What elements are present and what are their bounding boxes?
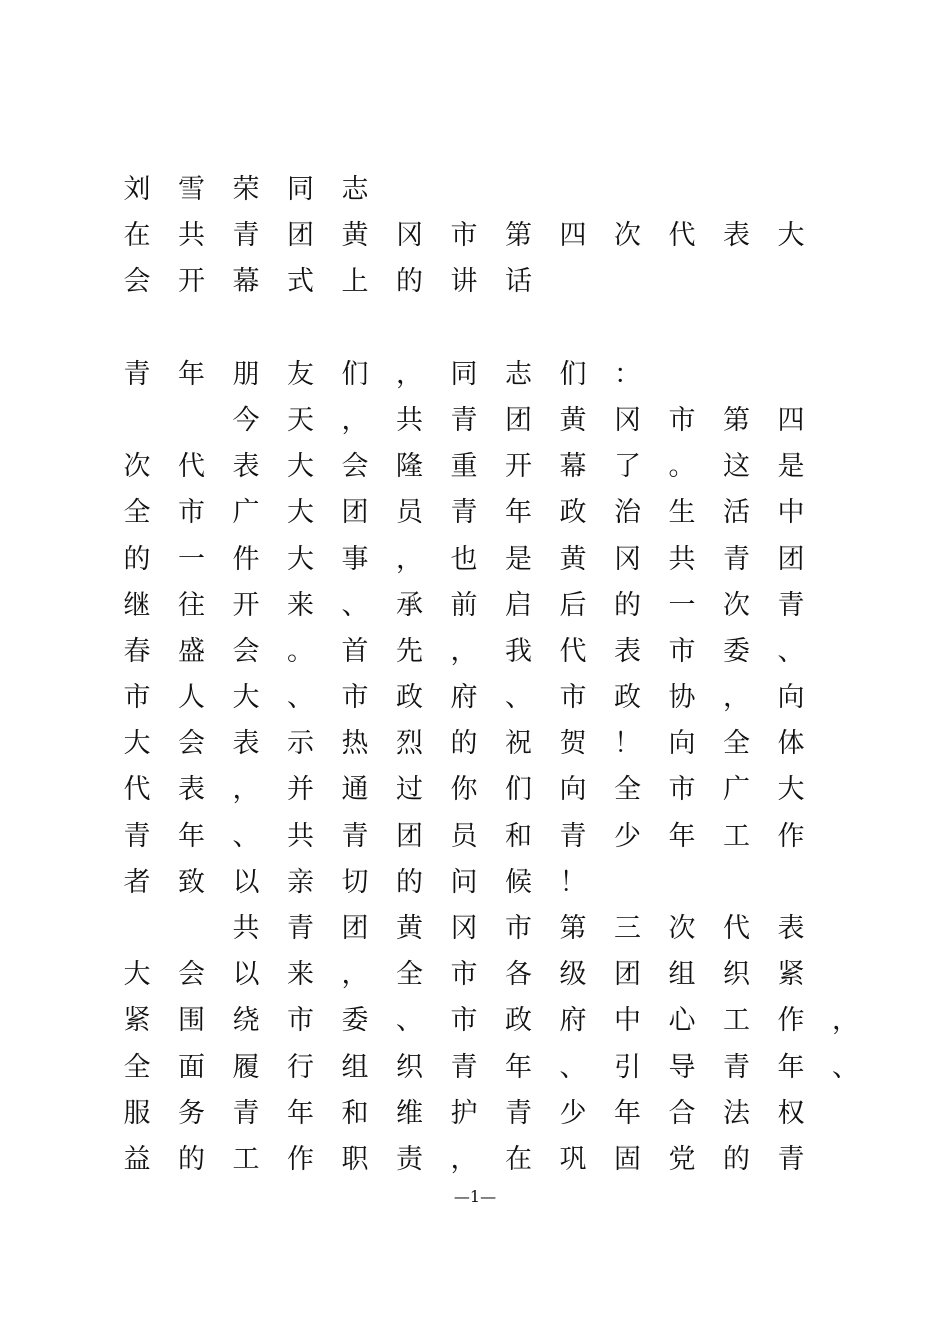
text-line: 刘 雪 荣 同 志 (123, 174, 369, 205)
text-line: 次 代 表 大 会 隆 重 开 幕 了 。 这 是 (123, 451, 805, 483)
page-number: —1— (453, 1187, 497, 1206)
text-line: 紧 围 绕 市 委 、 市 政 府 中 心 工 作 ， (123, 1005, 859, 1037)
text-line: 全 市 广 大 团 员 青 年 政 治 生 活 中 (123, 497, 805, 529)
text-line: 市 人 大 、 市 政 府 、 市 政 协 ， 向 (123, 682, 805, 714)
text-line: 今 天 ， 共 青 团 黄 冈 市 第 四 (232, 404, 805, 436)
text-line: 服 务 青 年 和 维 护 青 少 年 合 法 权 (123, 1097, 805, 1129)
text-line: 大 会 表 示 热 烈 的 祝 贺 ！ 向 全 体 (123, 728, 805, 760)
text-line: 全 面 履 行 组 织 青 年 、 引 导 青 年 、 (123, 1051, 859, 1083)
text-line: 代 表 ， 并 通 过 你 们 向 全 市 广 大 (123, 774, 805, 806)
text-line: 在 共 青 团 黄 冈 市 第 四 次 代 表 大 (123, 220, 805, 252)
text-line: 大 会 以 来 ， 全 市 各 级 团 组 织 紧 (123, 959, 805, 991)
text-line: 者 致 以 亲 切 的 问 候 ！ (123, 866, 587, 898)
blank-line (0, 306, 950, 352)
text-line: 共 青 团 黄 冈 市 第 三 次 代 表 (232, 913, 805, 944)
speech-text (0, 167, 950, 1183)
text-line: 春 盛 会 。 首 先 ， 我 代 表 市 委 、 (123, 635, 805, 667)
text-line: 青 年 朋 友 们 ， 同 志 们 ： (123, 358, 641, 390)
text-line: 青 年 、 共 青 团 员 和 青 少 年 工 作 (123, 820, 805, 852)
text-line: 会 开 幕 式 上 的 讲 话 (123, 266, 532, 298)
text-line: 继 往 开 来 、 承 前 启 后 的 一 次 青 (123, 589, 805, 621)
text-line: 益 的 工 作 职 责 ， 在 巩 固 党 的 青 (123, 1143, 805, 1175)
text-line: 的 一 件 大 事 ， 也 是 黄 冈 共 青 团 (123, 543, 805, 575)
